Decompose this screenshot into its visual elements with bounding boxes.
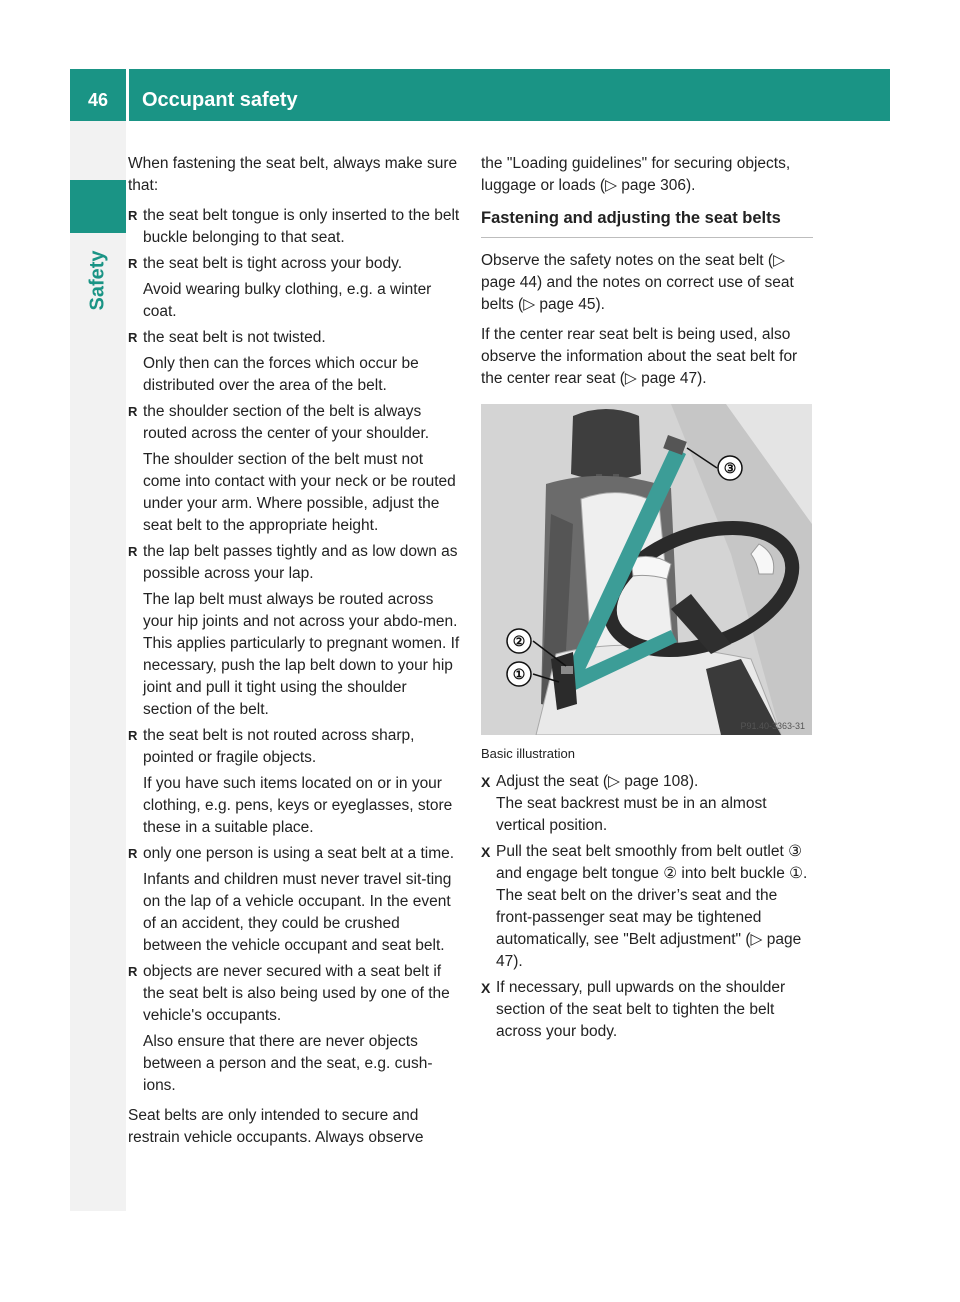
instruction-step — [481, 977, 813, 1043]
seat-belt-illustration — [481, 404, 812, 735]
right-column — [481, 153, 813, 1047]
bullet-text: R only one person is using a seat belt at a time. — [143, 845, 455, 862]
bullet-item — [128, 725, 460, 839]
bullet-text: R the seat belt is not routed across sharp, pointed or fragile objects. — [143, 727, 415, 766]
bullet-note: Only then can the forces which occur be distributed over the area of the belt. — [143, 355, 419, 394]
image-code: P91.40-3363-31 — [740, 721, 805, 731]
bullet-note: Infants and children must never travel sit-ting on the lap of a vehicle occupant. In the event of an accident, they could be crushed between the vehicle occupant and seat belt. — [143, 871, 452, 954]
bullet-item — [128, 327, 460, 397]
bullet-text: R the seat belt is tight across your body. — [143, 255, 403, 272]
bullet-note: Also ensure that there are never objects between a person and the seat, e.g. cush-ions. — [143, 1033, 433, 1094]
bullet-item — [128, 961, 460, 1097]
safety-notes-paragraph: Observe the safety notes on the seat belt (▷ page 44) and the notes on correct use of seat belts (▷ page 45). — [481, 252, 794, 313]
figure-caption: Basic illustration — [481, 746, 575, 761]
instruction-step — [481, 841, 813, 973]
step-text: Pull the seat belt smoothly from belt outlet ③ and engage belt tongue ② into belt buckle ①. — [496, 843, 808, 882]
section-title: Occupant safety — [142, 89, 298, 111]
bullet-text: R objects are never secured with a seat belt if the seat belt is also being used by one of the vehicle's occupants. — [143, 963, 450, 1024]
side-tab-marker — [70, 180, 126, 233]
bullet-text: R the seat belt tongue is only inserted to the belt buckle belonging to that seat. — [143, 207, 460, 246]
callout-1: ① — [512, 666, 526, 682]
side-tab-label: Safety — [86, 249, 109, 311]
callout-2: ② — [512, 633, 526, 649]
side-tab[interactable] — [70, 240, 126, 320]
bullet-note: Avoid wearing bulky clothing, e.g. a winter coat. — [143, 281, 432, 320]
step-text: Adjust the seat (▷ page 108). — [496, 773, 699, 790]
bullet-note: The lap belt must always be routed across your hip joints and not across your abdo-men. This applies particularly to pregnant women. If necessary, push the lap belt down to your hip joint and pull it tight using the shoulder section of the belt. — [143, 591, 460, 718]
bullet-text: R the seat belt is not twisted. — [143, 329, 326, 346]
instruction-step — [481, 771, 813, 837]
bullet-note: The shoulder section of the belt must not come into contact with your neck or be routed under your arm. Where possible, adjust the seat belt to the appropriate height. — [143, 451, 456, 534]
bullet-text: R the shoulder section of the belt is always routed across the center of your shoulder. — [143, 403, 430, 442]
continuation-paragraph: the "Loading guidelines" for securing objects, luggage or loads (▷ page 306). — [481, 155, 791, 194]
bullet-item — [128, 401, 460, 537]
bullet-item — [128, 541, 460, 721]
step-marker: X — [481, 774, 491, 790]
left-column — [128, 153, 460, 1149]
bullet-item — [128, 843, 460, 957]
bullet-text: R the lap belt passes tightly and as low down as possible across your lap. — [143, 543, 458, 582]
step-result: The seat backrest must be in an almost vertical position. — [496, 795, 767, 834]
header-divider — [126, 69, 129, 121]
step-marker: X — [481, 844, 491, 860]
bullet-list — [128, 205, 460, 1097]
bullet-item — [128, 205, 460, 249]
intro-paragraph: When fastening the seat belt, always make sure that: — [128, 155, 458, 194]
bullet-item — [128, 253, 460, 323]
outro-paragraph: Seat belts are only intended to secure and restrain vehicle occupants. Always observe — [128, 1107, 424, 1146]
page-number: 46 — [87, 90, 109, 110]
bullet-note: If you have such items located on or in your clothing, e.g. pens, keys or eyeglasses, store these in a suitable place. — [143, 775, 453, 836]
step-marker: X — [481, 980, 491, 996]
subsection-heading: Fastening and adjusting the seat belts — [481, 207, 813, 238]
center-seat-paragraph: If the center rear seat belt is being used, also observe the information about the seat belt for the center rear seat (▷ page 47). — [481, 326, 798, 387]
instruction-steps — [481, 771, 813, 1043]
callout-3: ③ — [723, 460, 737, 476]
step-result: The seat belt on the driver’s seat and the front-passenger seat may be tightened automatically, see "Belt adjustment" (▷ page 47). — [496, 887, 802, 970]
step-text: If necessary, pull upwards on the shoulder section of the seat belt to tighten the belt across your body. — [496, 979, 786, 1040]
seat-belt-drawing — [481, 404, 812, 735]
